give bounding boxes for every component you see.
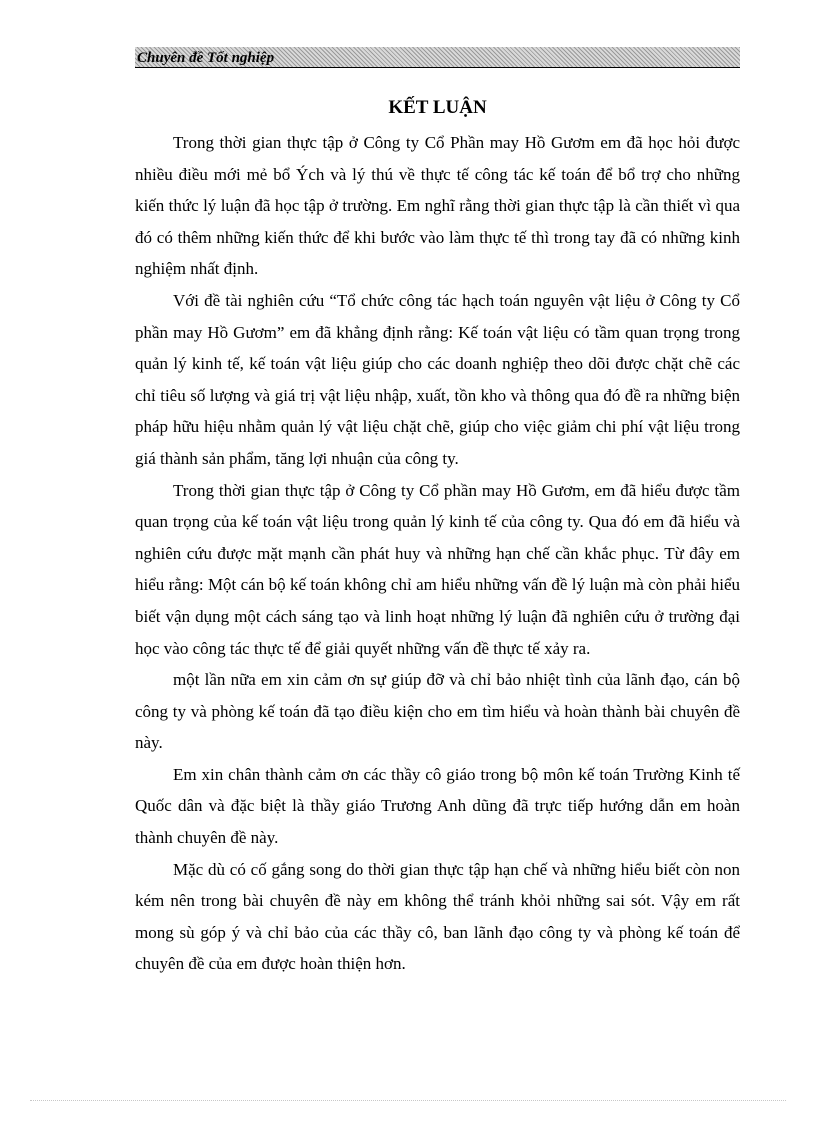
page-footer-divider [30,1100,786,1101]
document-body [135,127,740,980]
paragraph: Mặc dù có cố gắng song do thời gian thực tập hạn chế và những hiểu biết còn non kém nên trong bài chuyên đề này em không thể tránh khỏi những sai sót. Vậy em rất mong sù góp ý và chỉ bảo của các thầy cô, ban lãnh đạo công ty và phòng kế toán để chuyên đề của em được hoàn thiện hơn. [135,859,740,974]
paragraph: Với đề tài nghiên cứu “Tổ chức công tác hạch toán nguyên vật liệu ở Công ty Cổ phần may Hồ Gươm” em đã khẳng định rằng: Kế toán vật liệu có tầm quan trọng trong quản lý kinh tế, kế toán vật liệu giúp cho các doanh nghiệp theo dõi được chặt chẽ các chỉ tiêu số lượng và giá trị vật liệu nhập, xuất, tồn kho và thông qua đó đề ra những biện pháp hữu hiệu nhằm quản lý vật liệu chặt chẽ, giúp cho việc giảm chi phí vật liệu trong giá thành sản phẩm, tăng lợi nhuận của công ty. [135,290,740,468]
paragraph: Trong thời gian thực tập ở Công ty Cổ phần may Hồ Gươm, em đã hiểu được tầm quan trọng của kế toán vật liệu trong quản lý kinh tế của công ty. Qua đó em đã hiểu và nghiên cứu được mặt mạnh cần phát huy và những hạn chế cần khắc phục. Từ đây em hiểu rằng: Một cán bộ kế toán không chỉ am hiểu những vấn đề lý luận mà còn phải hiểu biết vận dụng một cách sáng tạo và linh hoạt những lý luận đã nghiên cứu ở trường đại học vào công tác thực tế để giải quyết những vấn đề thực tế xảy ra. [135,480,740,658]
header-title: Chuyên đề Tốt nghiệp [137,50,275,66]
paragraph: Em xin chân thành cảm ơn các thầy cô giáo trong bộ môn kế toán Trường Kinh tế Quốc dân và đặc biệt là thầy giáo Trương Anh dũng đã trực tiếp hướng dẫn em hoàn thành chuyên đề này. [135,764,740,848]
paragraph: Trong thời gian thực tập ở Công ty Cổ Phần may Hồ Gươm em đã học hỏi được nhiều điều mới mẻ bổ Ých và lý thú về thực tế công tác kế toán để bổ trợ cho những kiến thức lý luận đã học tập ở trường. Em nghĩ rằng thời gian thực tập là cần thiết vì qua đó có thêm những kiến thức để khi bước vào làm thực tế thì trong tay đã có những kinh nghiệm nhất định. [135,133,740,279]
paragraph: một lần nữa em xin cảm ơn sự giúp đỡ và chỉ bảo nhiệt tình của lãnh đạo, cán bộ công ty và phòng kế toán đã tạo điều kiện cho em tìm hiểu và hoàn thành bài chuyên đề này. [135,670,740,753]
page-header [135,47,740,68]
section-heading: KẾT LUẬN [388,97,487,118]
